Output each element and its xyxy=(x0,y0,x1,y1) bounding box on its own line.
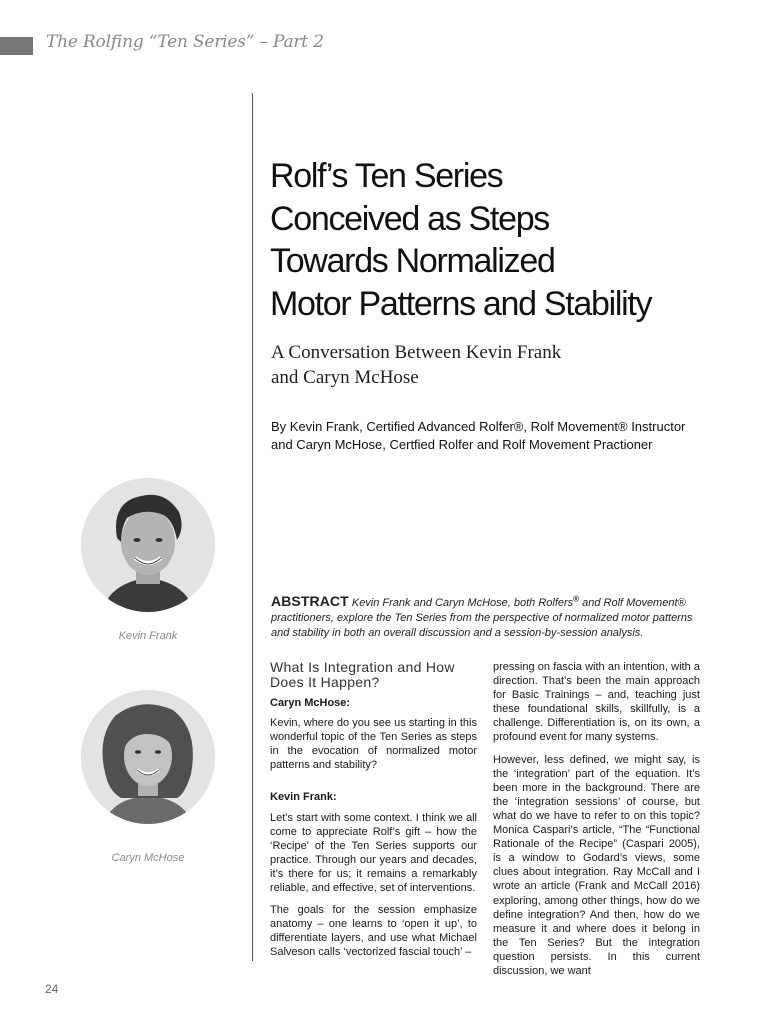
article-byline xyxy=(271,418,685,454)
page-number: 24 xyxy=(45,982,59,996)
article-subtitle xyxy=(271,340,561,390)
speaker-label: Caryn McHose: xyxy=(270,697,351,709)
running-header-title: The Rolfing “Ten Series” – Part 2 xyxy=(46,32,324,52)
header-accent-bar xyxy=(0,37,33,55)
subtitle-line: A Conversation Between Kevin Frank xyxy=(271,342,562,363)
title-line: Towards Normalized xyxy=(270,242,555,280)
kevin-portrait-illustration xyxy=(81,478,215,612)
abstract xyxy=(271,594,711,641)
vertical-divider xyxy=(252,93,253,961)
speaker-label: Kevin Frank: xyxy=(270,791,337,804)
subtitle-line: and Caryn McHose xyxy=(271,367,419,388)
body-paragraph: However, less defined, we might say, is the ‘integration’ part of the equation. It’s been more in the background. There are the ‘integration sessions’ of course, but what do we have to refer to on this topic? Monica Caspari’s article, “The “Functional Rationale of the Recipe” (Caspari 2005), is a window to Godard’s views, some clues about integration. Ray McCall and I wrote an article (Frank and McCall 2016) exploring, among other things, how do we define integration? And then, how do we measure it and where does it belong in the Ten Series? But the integration question persists. In this current discussion, we want xyxy=(493,753,700,977)
byline-line: By Kevin Frank, Certified Advanced Rolfer®, Rolf Movement® Instructor xyxy=(271,419,686,434)
title-line: Rolf’s Ten Series xyxy=(270,157,503,195)
body-paragraph: Let’s start with some context. I think we all come to appreciate Rolf’s gift – how the ‘Recipe’ of the Ten Series supports our practice. Through our years and decades, it’s there for us; it remains a remarkably reliable, and effective, set of interventions. xyxy=(270,811,477,895)
title-line: Motor Patterns and Stability xyxy=(270,284,652,323)
body-column-left xyxy=(270,660,477,968)
caryn-portrait-illustration xyxy=(81,690,215,824)
article-title xyxy=(270,155,740,325)
caryn-photo-caption: Caryn McHose xyxy=(111,852,185,864)
body-column-right xyxy=(493,660,700,986)
body-paragraph: The goals for the session emphasize anatomy – one learns to ‘open it up’, to differentiate layers, and use what Michael Salveson calls ‘vectorized fascial touch’ – xyxy=(270,904,477,959)
caryn-mchose-portrait xyxy=(81,690,215,824)
section-heading: What Is Integration and How Does It Happen? xyxy=(270,659,455,690)
body-paragraph: pressing on fascia with an intention, with a direction. That’s been the main approach for Basic Trainings – and, teaching just these foundational skills, skillfully, is a challenge. Differentiation is, on its own, a profound event for many systems. xyxy=(493,661,700,744)
byline-line: and Caryn McHose, Certfied Rolfer and Rolf Movement Practioner xyxy=(271,437,653,452)
kevin-photo-caption: Kevin Frank xyxy=(118,630,178,642)
body-paragraph: Kevin, where do you see us starting in this wonderful topic of the Ten Series as steps in the evocation of normalized motor patterns and stability? xyxy=(270,717,477,772)
abstract-text: and Rolf Movement® practitioners, explore the Ten Series from the perspective of normalized motor patterns and stability in both an overall discussion and a session-by-session analysis. xyxy=(271,597,693,639)
title-line: Conceived as Steps xyxy=(270,199,549,238)
kevin-frank-portrait xyxy=(81,478,215,612)
registered-mark: ® xyxy=(573,594,580,604)
abstract-text: Kevin Frank and Caryn McHose, both Rolfers xyxy=(348,597,574,609)
abstract-label: ABSTRACT xyxy=(271,593,349,609)
